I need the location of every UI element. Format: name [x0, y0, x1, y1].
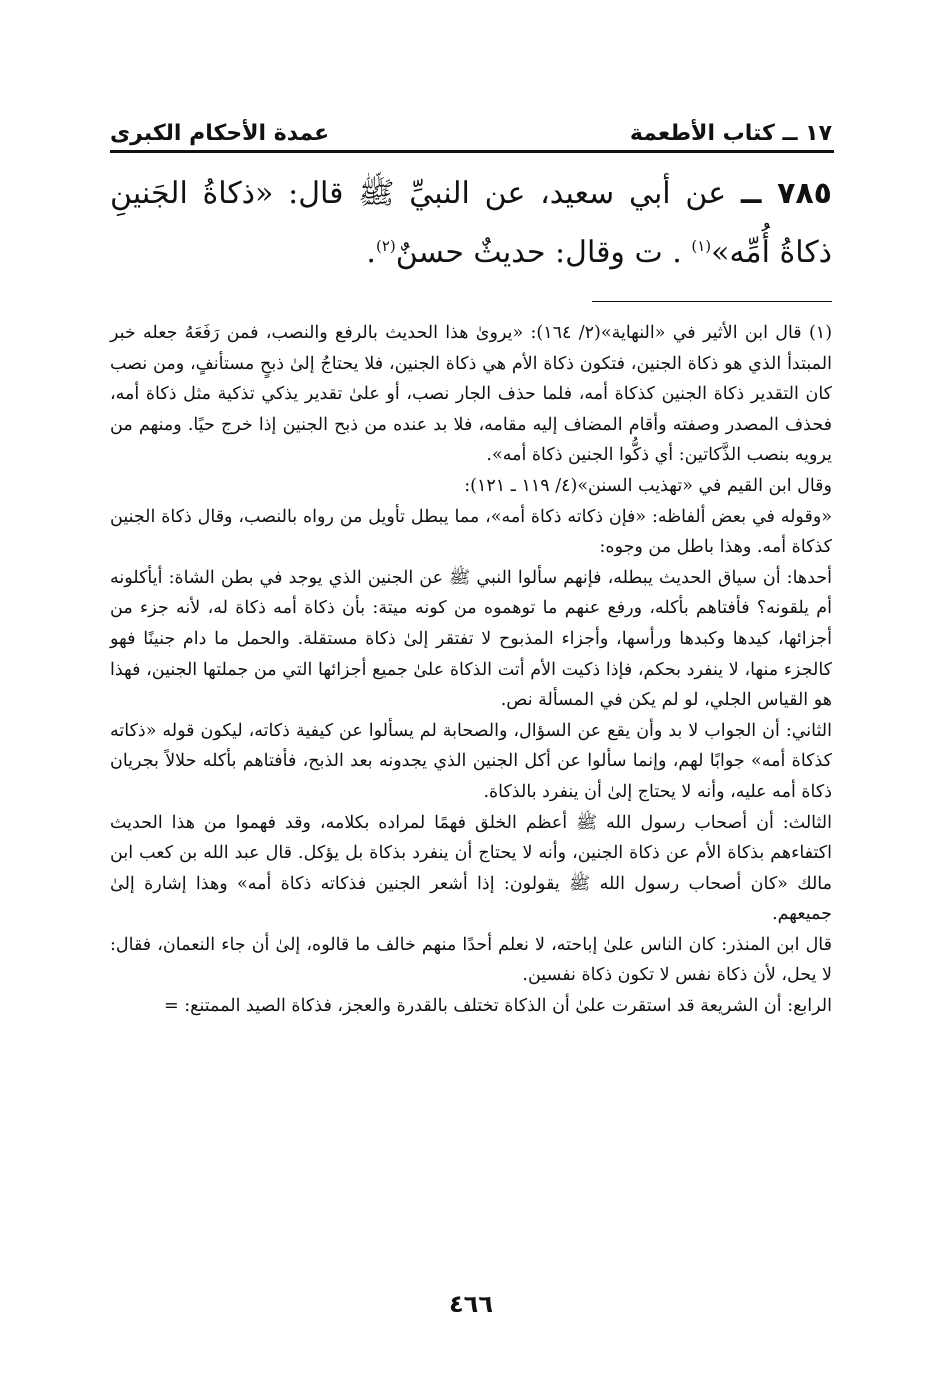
- hadith-end: .: [366, 235, 376, 270]
- footnotes: [110, 318, 832, 1022]
- hadith-narration: . ت وقال: حديثٌ حسنٌ: [395, 235, 682, 270]
- footnote-ref-2: (٢): [375, 237, 396, 255]
- header-rule: [110, 150, 834, 153]
- footnote-paragraph: «وقوله في بعض ألفاظه: «فإن ذكاته ذكاة أمه»، مما يبطل تأويل من رواه بالنصب، وقال ذكاة الجنين كذكاة أمه. وهذا باطل من وجوه:: [110, 506, 832, 558]
- page-number: ٤٦٦: [449, 1290, 493, 1318]
- footnote-rule: [592, 301, 832, 302]
- hadith-body: عن أبي سعيد، عن النبيِّ ﷺ قال: «ذكاةُ الجَنينِ ذكاةُ أُمِّه»: [110, 176, 832, 270]
- hadith-number: ٧٨٥ ــ: [740, 176, 832, 211]
- footnote-paragraph: الثاني: أن الجواب لا بد وأن يقع عن السؤال، والصحابة لم يسألوا عن كيفية ذكاته، ليكون قوله «ذكاته كذكاة أمه» جوابًا لهم، وإنما سألوا عن أكل الجنين الذي يجدونه بعد الذبح، فأفتاهم بأكله حلالاً بجريان ذكاة أمه عليه، وأنه لا يحتاج إلىٰ أن ينفرد بالذكاة.: [110, 720, 832, 802]
- chapter-title: ١٧ ــ كتاب الأطعمة: [629, 121, 832, 146]
- footnote-paragraph: أحدها: أن سياق الحديث يبطله، فإنهم سألوا النبي ﷺ عن الجنين الذي يوجد في بطن الشاة: أيأكلونه أم يلقونه؟ فأفتاهم بأكله، ورفع عنهم ما توهموه من كونه ميتة: بأن ذكاة أمه ذكاة له، لأنه جزء من أجزائها، كيدها وكبدها ورأسها، وأجزاء المذبوح لا تفتقر إلىٰ ذكاة مستقلة. والحمل ما دام جنينًا فهو كالجزء منها، لا ينفرد بحكم، فإذا ذكيت الأم أتت الذكاة علىٰ جميع أجزائها التي من جملتها الجنين، فهذا هو القياس الجلي، لو لم يكن في المسألة نص.: [110, 567, 833, 711]
- footnote-paragraph: الرابع: أن الشريعة قد استقرت علىٰ أن الذكاة تختلف بالقدرة والعجز، فذكاة الصيد الممتنع: =: [164, 996, 832, 1017]
- footnote-ref-1: (١): [691, 237, 712, 255]
- footnote-paragraph: قال ابن المنذر: كان الناس علىٰ إباحته، لا نعلم أحدًا منهم خالف ما قالوه، إلىٰ أن جاء النعمان، فقال: لا يحل، لأن ذكاة نفس لا تكون ذكاة نفسين.: [110, 934, 832, 986]
- footnote-paragraph: الثالث: أن أصحاب رسول الله ﷺ أعظم الخلق فهمًا لمراده بكلامه، وقد فهموا من هذا الحديث اكتفاءهم بذكاة الأم عن ذكاة الجنين، وأنه لا يحتاج أن ينفرد بذكاة بل يؤكل. قال عبد الله بن كعب ابن مالك «كان أصحاب رسول الله ﷺ يقولون: إذا أشعر الجنين فذكاته ذكاة أمه» وهذا إشارة إلىٰ جميعهم.: [110, 812, 832, 925]
- footnote-paragraph: (١) قال ابن الأثير في «النهاية»(٢/ ١٦٤): «يروىٰ هذا الحديث بالرفع والنصب، فمن رَفَعَهُ جعله خبر المبتدأ الذي هو ذكاة الجنين، فتكون ذكاة الأم هي ذكاة الجنين، فلا يحتاجُ إلىٰ ذبحٍ مستأنفٍ، ومن نصب كان التقدير ذكاة الجنين كذكاة أمه، فلما حذف الجار نصب، أو علىٰ تقدير يذكي تذكية مثل ذكاة أمه، فحذف المصدر وصفته وأقام المضاف إليه مقامه، فلا بد عنده من ذبح الجنين إذا خرج حيًا. ومنهم من يرويه بنصب الذَّكاتين: أي ذكُّوا الجنين ذكاة أمه».: [110, 323, 833, 466]
- footnote-paragraph: وقال ابن القيم في «تهذيب السنن»(٤/ ١١٩ ـ ١٢١):: [464, 475, 832, 496]
- running-header: [110, 100, 832, 146]
- hadith-text: [110, 168, 832, 279]
- book-title: عمدة الأحكام الكبرى: [110, 121, 330, 146]
